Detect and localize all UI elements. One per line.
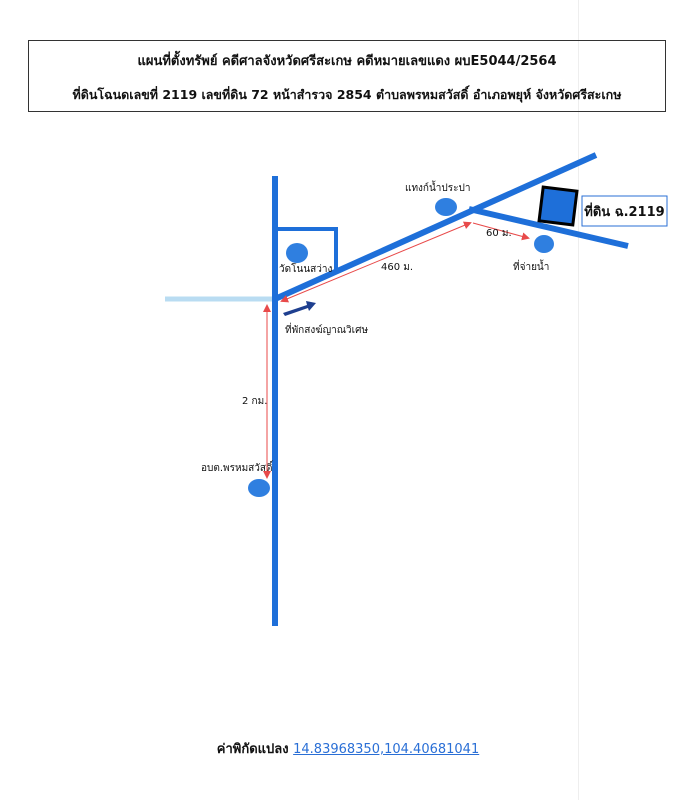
water-distribution-marker — [534, 235, 554, 253]
subtitle-line: ที่ดินโฉนดเลขที่ 2119 เลขที่ดิน 72 หน้าสำรวจ 2854 ตำบลพรหมสวัสดิ์ อำเภอพยุห์ จังหวัดศรีสะเกษ — [72, 87, 622, 102]
title-line: แผนที่ตั้งทรัพย์ คดีศาลจังหวัดศรีสะเกษ คดีหมายเลขแดง ผบE5044/2564 — [137, 54, 557, 69]
coordinates-label: ค่าพิกัดแปลง — [216, 742, 289, 757]
monk-residence-label: ที่พักสงฆ์ญาณวิเศษ — [285, 325, 369, 336]
monk-residence-arrow — [283, 301, 316, 316]
coordinates-link[interactable]: 14.83968350,104.40681041 — [293, 742, 480, 757]
distance-label-60m: 60 ม. — [486, 228, 512, 239]
subdistrict-office-label: อบต.พรหมสวัสดิ์ — [201, 463, 273, 474]
subdistrict-office-marker — [248, 479, 270, 497]
temple-label: วัดโนนสว่าง — [279, 264, 333, 275]
land-plot — [539, 187, 577, 225]
distance-label-460m: 460 ม. — [381, 262, 414, 273]
water-distribution-label: ที่จ่ายน้ำ — [513, 262, 550, 273]
distance-arrow-460m — [282, 223, 470, 301]
coordinates-line — [0, 738, 696, 759]
distance-label-2km: 2 กม. — [242, 396, 268, 407]
water-tower-label: แทงก์น้ำประปา — [405, 183, 471, 194]
temple-marker — [286, 243, 308, 263]
land-label: ที่ดิน ฉ.2119 — [584, 205, 665, 220]
water-tower-marker — [435, 198, 457, 216]
